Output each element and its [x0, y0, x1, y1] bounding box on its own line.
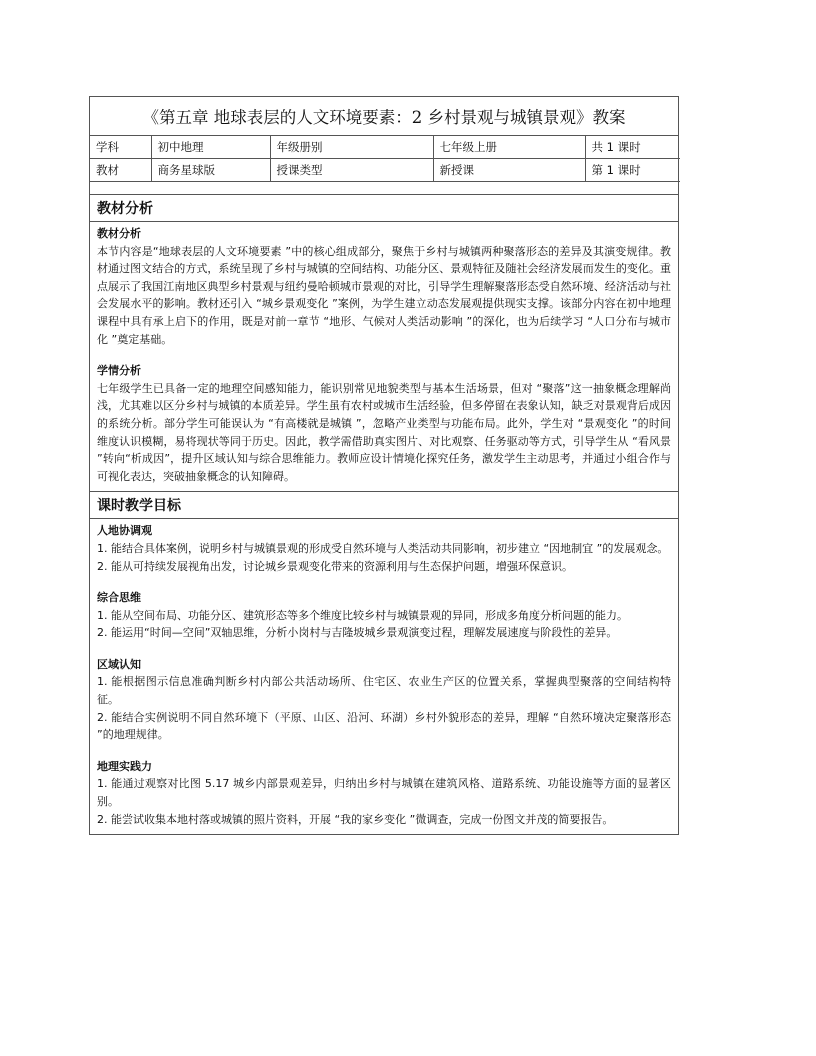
paragraph: 本节内容是“地球表层的人文环境要素 ”中的核心组成部分，聚焦于乡村与城镇两种聚落形态的差异及其演变规律。教材通过图文结合的方式，系统呈现了乡村与城镇的空间结构、功能分区、景观特征及随社会经济发展而发生的变化。重点展示了我国江南地区典型乡村景观与纽约曼哈顿城市景观的对比，引导学生理解聚落形态受自然环境、经济活动与社会发展水平的影响。教材还引入 “城乡景观变化 ”案例，为学生建立动态发展观提供现实支撑。该部分内容在初中地理课程中具有承上启下的作用，既是对前一章节 “地形、气候对人类活动影响 ”的深化，也为后续学习 “人口分布与城市化 ”奠定基础。 — [97, 244, 671, 346]
info-cell: 共 1 课时 — [585, 136, 680, 159]
info-cell: 教材 — [90, 159, 151, 182]
info-cell: 七年级上册 — [433, 136, 585, 159]
section-body-material-analysis — [90, 222, 678, 491]
info-row-2 — [90, 159, 680, 182]
info-cell: 初中地理 — [151, 136, 270, 159]
objective-group-title: 人地协调观 — [97, 524, 152, 538]
objective-item: 2. 能运用“时间—空间”双轴思维，分析小岗村与吉隆坡城乡景观演变过程，理解发展速度与阶段性的差异。 — [97, 626, 618, 640]
section-body-objectives — [90, 519, 678, 834]
objective-item: 1. 能结合具体案例，说明乡村与城镇景观的形成受自然环境与人类活动共同影响，初步建立 “因地制宜 ”的发展观念。 — [97, 541, 669, 555]
info-row-1 — [90, 136, 680, 159]
objective-group-title: 区域认知 — [97, 657, 141, 671]
subsection-title: 教材分析 — [97, 227, 141, 240]
info-cell: 商务星球版 — [151, 159, 270, 182]
document-title: 《第五章 地球表层的人文环境要素：2 乡村景观与城镇景观》教案 — [90, 97, 678, 136]
info-cell: 学科 — [90, 136, 151, 159]
objective-group-title: 地理实践力 — [97, 759, 152, 773]
info-cell: 新授课 — [433, 159, 585, 182]
objective-item: 2. 能从可持续发展视角出发，讨论城乡景观变化带来的资源利用与生态保护问题，增强环保意识。 — [97, 559, 573, 573]
lesson-plan-document — [89, 96, 679, 835]
section-heading-material-analysis: 教材分析 — [90, 194, 678, 222]
objective-item: 1. 能从空间布局、功能分区、建筑形态等多个维度比较乡村与城镇景观的异同，形成多角度分析问题的能力。 — [97, 608, 628, 622]
objective-item: 2. 能尝试收集本地村落或城镇的照片资料，开展 “我的家乡变化 ”微调查，完成一份图文并茂的简要报告。 — [97, 812, 614, 826]
info-cell: 授课类型 — [270, 159, 433, 182]
paragraph: 七年级学生已具备一定的地理空间感知能力，能识别常见地貌类型与基本生活场景，但对 “聚落”这一抽象概念理解尚浅，尤其难以区分乡村与城镇的本质差异。学生虽有农村或城市生活经验，但多停留在表象认知，缺乏对景观背后成因的系统分析。部分学生可能误认为 “有高楼就是城镇 ”，忽略产业类型与功能布局。此外，学生对 “景观变化 ”的时间维度认识模糊，易将现状等同于历史。因此，教学需借助真实图片、对比观察、任务驱动等方式，引导学生从 “看风景 ”转向“析成因”，提升区域认知与综合思维能力。教师应设计情境化探究任务，激发学生主动思考，并通过小组合作与可视化表达，突破抽象概念的认知障碍。 — [97, 381, 671, 483]
section-heading-objectives: 课时教学目标 — [90, 491, 678, 519]
subsection-title: 学情分析 — [97, 364, 141, 378]
objective-item: 2. 能结合实例说明不同自然环境下（平原、山区、沿河、环湖）乡村外貌形态的差异，理解 “自然环境决定聚落形态 ”的地理规律。 — [97, 710, 671, 742]
objective-group-title: 综合思维 — [97, 591, 141, 605]
course-info-table — [90, 136, 680, 182]
objective-item: 1. 能根据图示信息准确判断乡村内部公共活动场所、住宅区、农业生产区的位置关系，掌握典型聚落的空间结构特征。 — [97, 675, 671, 707]
objective-item: 1. 能通过观察对比图 5.17 城乡内部景观差异，归纳出乡村与城镇在建筑风格、道路系统、功能设施等方面的显著区别。 — [97, 777, 671, 809]
info-cell: 第 1 课时 — [585, 159, 680, 182]
info-cell: 年级册别 — [270, 136, 433, 159]
